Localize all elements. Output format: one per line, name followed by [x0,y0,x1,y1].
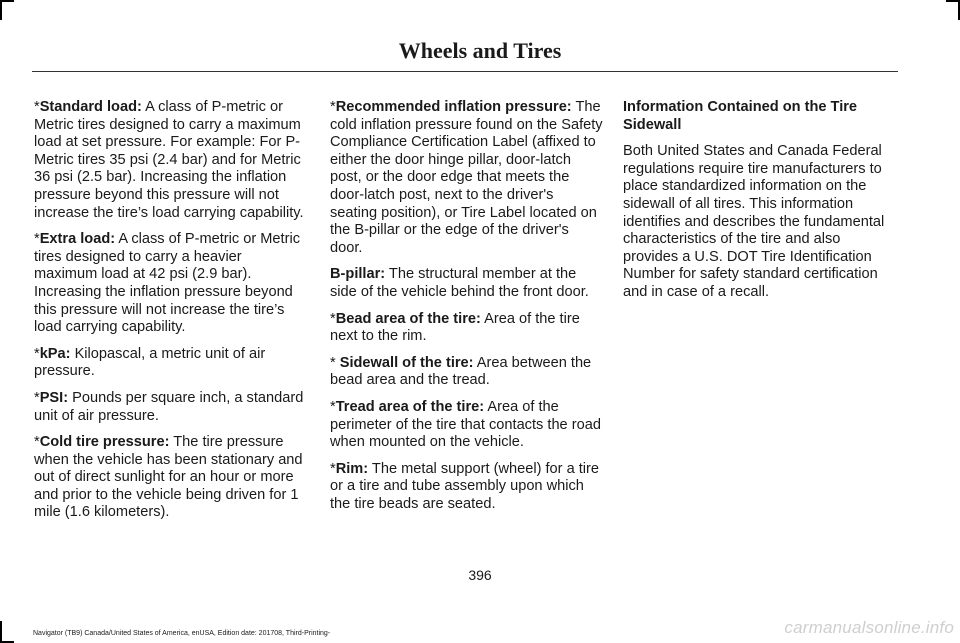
asterisk: * [330,354,340,371]
page-title: Wheels and Tires [398,38,562,63]
crop-mark [0,0,2,20]
definition-paragraph [34,434,304,522]
definition-term: Cold tire pressure: [39,434,170,451]
definition-paragraph [330,266,603,301]
definition-paragraph [34,390,304,425]
definition-term: PSI: [39,389,69,406]
definition-paragraph [34,231,304,337]
definition-term: Standard load: [39,99,142,115]
page-number: 396 [468,567,492,583]
asterisk: * [330,460,336,477]
definition-text: A class of P-metric or Metric tires designed to carry a heavier maximum load at 42 psi (2.9 bar). Increasing the inflation pressure beyond this pressure will not increase the tire’s load carrying capability. [34,231,301,336]
definition-text: Pounds per square inch, a standard unit of air pressure. [34,389,304,424]
asterisk: * [330,398,336,415]
definition-term: Rim: [335,460,369,477]
definition-term: Recommended inflation pressure: [335,99,572,115]
section-heading: Information Contained on the Tire Sidewall [623,99,858,133]
asterisk: * [34,434,40,451]
definition-term: Sidewall of the tire: [339,354,474,371]
definition-term: kPa: [39,345,71,362]
definition-paragraph [330,355,603,390]
definition-paragraph [34,346,304,381]
asterisk: * [34,231,40,248]
body-paragraph: Both United States and Canada Federal regulations require tire manufacturers to place standardized information on the sidewall of all tires. This information identifies and describes the fundamental characteristics of the tire and also provides a U.S. DOT Tire Identification Number for safety standard certification and in case of a recall. [623,143,885,300]
asterisk: * [34,99,40,115]
definition-text: The tire pressure when the vehicle has been stationary and out of direct sunlight for an hour or more and prior to the vehicle being driven for 1 mile (1.6 kilometers). [34,434,303,521]
definition-paragraph [330,399,603,452]
asterisk: * [34,345,40,362]
footer-edition-text: Navigator (TB9) Canada/United States of America, enUSA, Edition date: 201708, Third-Printing- [33,630,331,637]
asterisk: * [34,389,40,406]
watermark-logo: carmanualsonline.info [784,618,954,637]
definition-text: Kilopascal, a metric unit of air pressure. [34,345,266,380]
definition-paragraph [34,99,304,222]
definition-term: Tread area of the tire: [335,398,485,415]
definition-paragraph [330,311,603,346]
header-divider [32,71,898,72]
definition-paragraph [330,99,603,257]
column-middle [330,99,603,522]
definition-text: Area of the tire next to the rim. [330,310,580,345]
definition-term: B-pillar: [330,266,386,283]
definition-paragraph [330,461,603,514]
column-left [34,99,304,531]
definition-term: Extra load: [39,231,116,248]
definition-term: Bead area of the tire: [335,310,481,327]
definition-text: The metal support (wheel) for a tire or a tire and tube assembly upon which the tire beads are seated. [330,460,600,512]
definition-text: The cold inflation pressure found on the Safety Compliance Certification Label (affixed to either the door hinge pillar, door-latch post, or the door edge that meets the door-latch post, next to the driver's seating position), or Tire Label located on the B-pillar or the edge of the driver's door. [330,99,603,256]
definition-text: A class of P-metric or Metric tires designed to carry a maximum load at set pressure. For example: For P-Metric tires 35 psi (2.4 bar) and for Metric 36 psi (2.5 bar). Increasing the inflation pressure beyond this pressure will not increase the tire’s load carrying capability. [34,99,304,221]
crop-mark [0,621,2,643]
asterisk: * [330,310,336,327]
asterisk: * [330,99,336,115]
definition-text: The structural member at the side of the vehicle behind the front door. [330,266,589,300]
definition-text: Area of the perimeter of the tire that contacts the road when mounted on the vehicle. [330,398,601,451]
crop-mark [0,0,14,2]
definition-text: Area between the bead area and the tread. [330,354,592,389]
column-right [623,99,898,311]
